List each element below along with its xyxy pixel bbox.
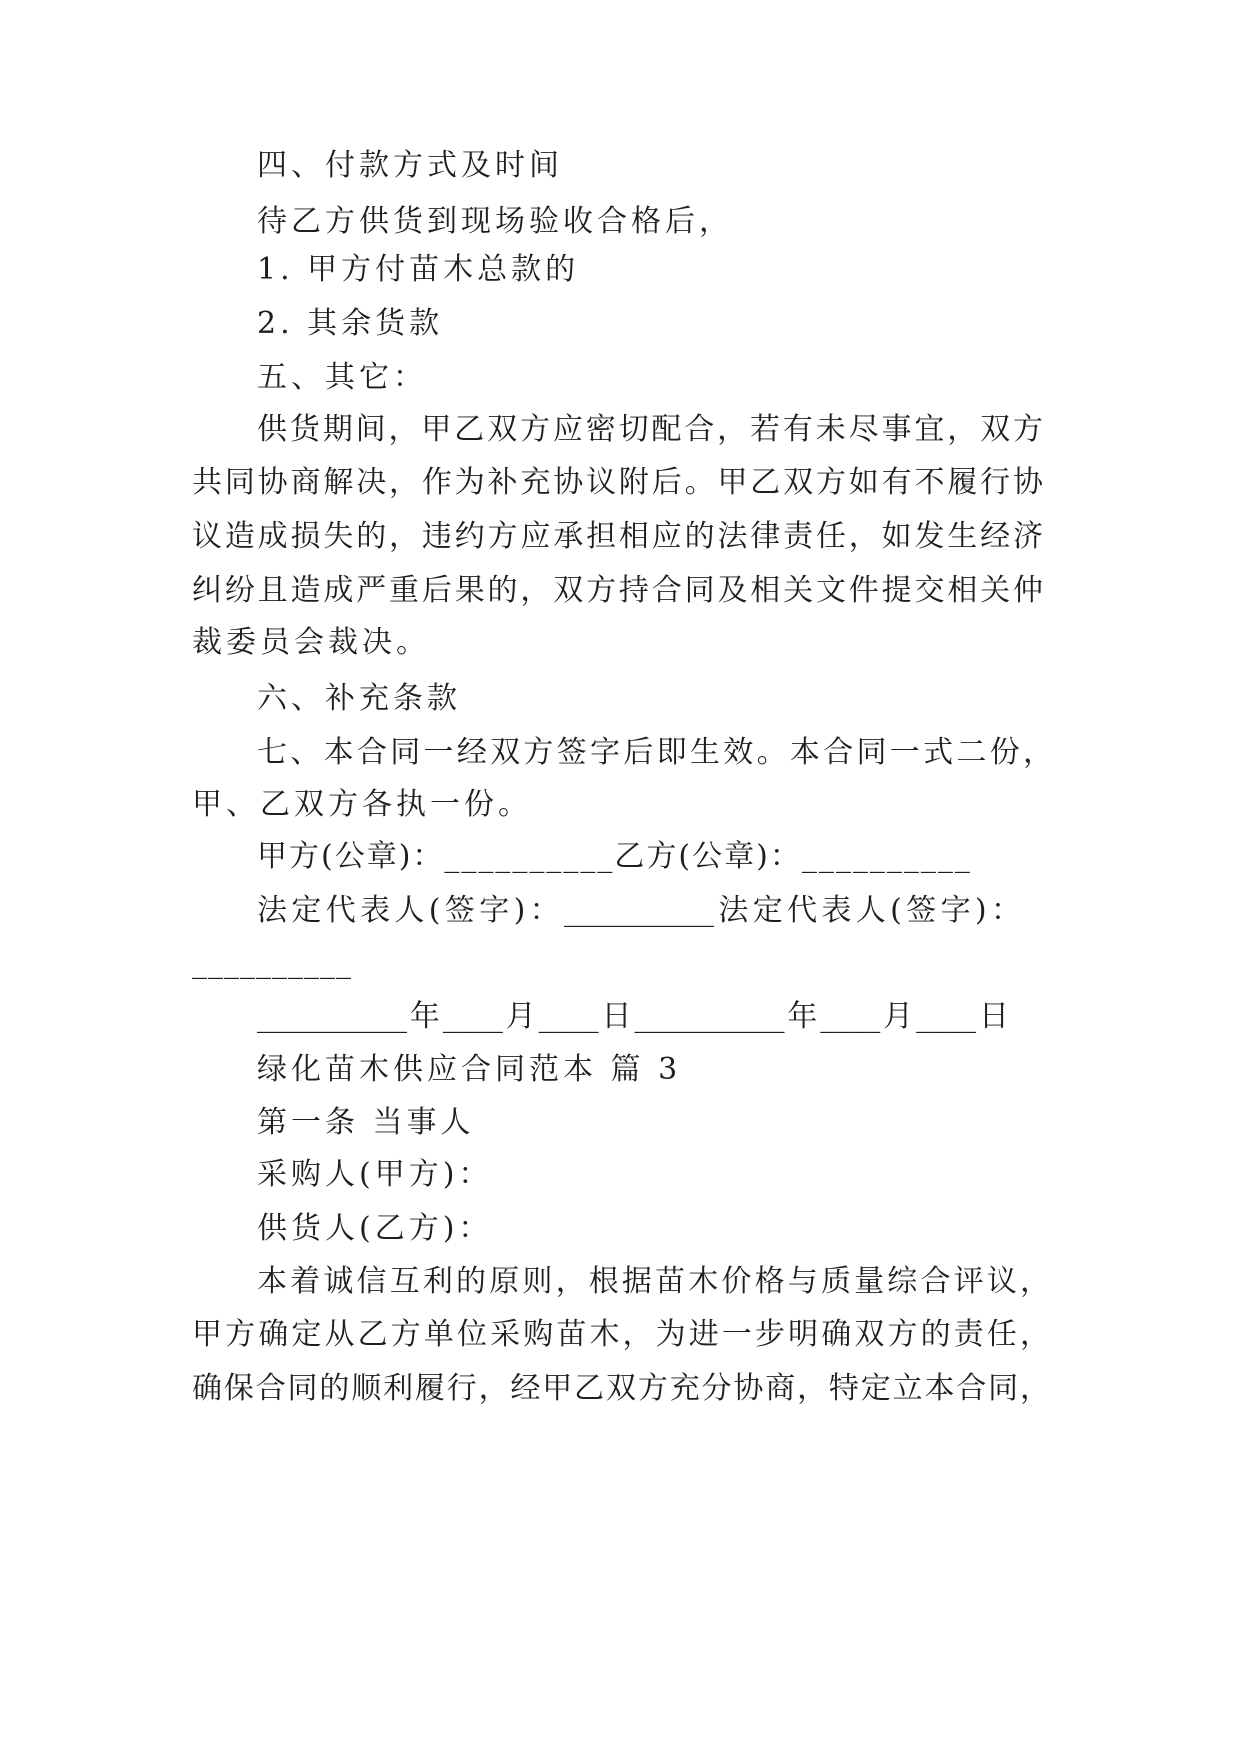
contract-title: 绿化苗木供应合同范本 篇 3 (257, 1052, 682, 1087)
paragraph-line: 甲方确定从乙方单位采购苗木，为进一步明确双方的责任， (192, 1317, 1050, 1352)
list-item: 1. 甲方付苗木总款的 (257, 252, 580, 287)
signature-seal-line: 甲方(公章)：__________乙方(公章)：__________ (257, 839, 972, 874)
section-6-heading: 六、补充条款 (257, 681, 461, 716)
buyer-field: 采购人(甲方)： (257, 1157, 493, 1192)
paragraph-line: 本着诚信互利的原则，根据苗木价格与质量综合评议， (257, 1264, 1050, 1299)
paragraph-line: 共同协商解决，作为补充协议附后。甲乙双方如有不履行协 (192, 465, 1043, 500)
list-item: 2. 其余货款 (257, 306, 444, 341)
article-1-heading: 第一条 当事人 (257, 1105, 475, 1140)
section-4-heading: 四、付款方式及时间 (257, 148, 563, 183)
paragraph-line: 裁委员会裁决。 (192, 625, 430, 660)
date-line: __________年____月____日__________年____月____日 (257, 999, 1009, 1034)
signature-representative-line: 法定代表人(签字)：__________法定代表人(签字)： (257, 893, 1021, 928)
paragraph-line: 确保合同的顺利履行，经甲乙双方充分协商，特定立本合同， (192, 1371, 1050, 1406)
section-5-heading: 五、其它： (257, 360, 427, 395)
paragraph-line: 供货期间，甲乙双方应密切配合，若有未尽事宜，双方 (257, 412, 1043, 447)
supplier-field: 供货人(乙方)： (257, 1211, 493, 1246)
paragraph-line: 纠纷且造成严重后果的，双方持合同及相关文件提交相关仲 (192, 573, 1043, 608)
signature-blank: __________ (192, 945, 352, 980)
paragraph-line: 七、本合同一经双方签字后即生效。本合同一式二份， (257, 735, 1053, 770)
paragraph-line: 议造成损失的，违约方应承担相应的法律责任，如发生经济 (192, 519, 1043, 554)
paragraph-line: 待乙方供货到现场验收合格后， (257, 204, 733, 239)
paragraph-line: 甲、乙双方各执一份。 (192, 787, 532, 822)
